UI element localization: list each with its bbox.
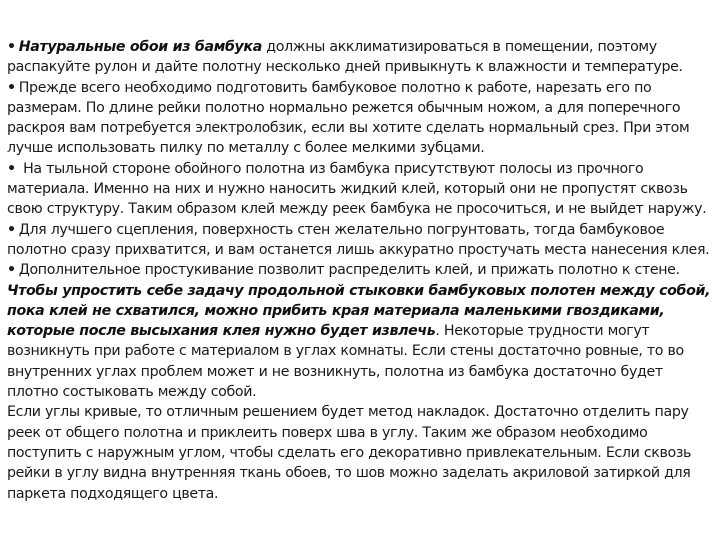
paragraph-acclimatization [7,37,713,78]
paragraph-joining [7,281,713,403]
paragraph-priming [7,220,713,261]
article-text [7,37,713,504]
bullet-icon: • [7,221,16,238]
paragraph-text: должны акклиматизироваться в помещении, поэтому распакуйте рулон и дайте полотну несколько дней привыкнуть к влажности и температуре. [7,39,683,76]
paragraph-tapping [7,260,713,280]
bullet-icon: • [7,160,16,177]
emphasis-bamboo-wallpaper: Натуральные обои из бамбука [18,39,262,55]
paragraph-corners [7,402,713,503]
bullet-icon: • [7,262,16,279]
paragraph-text: . Некоторые трудности могут возникнуть при работе с материалом в углах комнаты. Если стены достаточно ровные, то во внутренних углах проблем может и не возникнуть, полотна из бамбука достаточно будет плотно состыковать между собой. [7,323,684,401]
bullet-icon: • [7,39,16,55]
bullet-icon: • [7,79,16,96]
paragraph-text: Прежде всего необходимо подготовить бамбуковое полотно к работе, нарезать его по размерам. По длине рейки полотно нормально режется обычным ножом, а для поперечного раскроя вам потребуется электролобзик, если вы хотите сделать нормальный срез. При этом лучше использовать пилку по металлу с более мелкими зубцами. [7,79,690,157]
paragraph-text: Если углы кривые, то отличным решением будет метод накладок. Достаточно отделить пару реек от общего полотна и приклеить поверх шва в углу. Таким же образом необходимо поступить с наружным углом, чтобы сделать его декоративно привлекательным. Если сквозь рейки в углу видна внутренняя ткань обоев, то шов можно заделать акриловой затиркой для паркета подходящего цвета. [7,404,692,502]
paragraph-text: Для лучшего сцепления, поверхность стен желательно погрунтовать, тогда бамбуковое полотно сразу прихватится, и вам останется лишь аккуратно простучать места нанесения клея. [7,221,710,258]
paragraph-text: На тыльной стороне обойного полотна из бамбука присутствуют полосы из прочного материала. Именно на них и нужно наносить жидкий клей, который они не пропустят сквозь свою структуру. Таким образом клей между реек бамбука не просочиться, и не выйдет наружу. [7,160,707,218]
paragraph-glue-strips [7,159,713,220]
paragraph-text: Дополнительное простукивание позволит распределить клей, и прижать полотно к стене. [18,262,680,279]
emphasis-joining-tip: Чтобы упростить себе задачу продольной стыковки бамбуковых полотен между собой, пока клей не схватился, можно прибить края материала маленькими гвоздиками, которые после высыхания клея нужно будет извлечь [7,282,711,340]
paragraph-cutting [7,78,713,159]
